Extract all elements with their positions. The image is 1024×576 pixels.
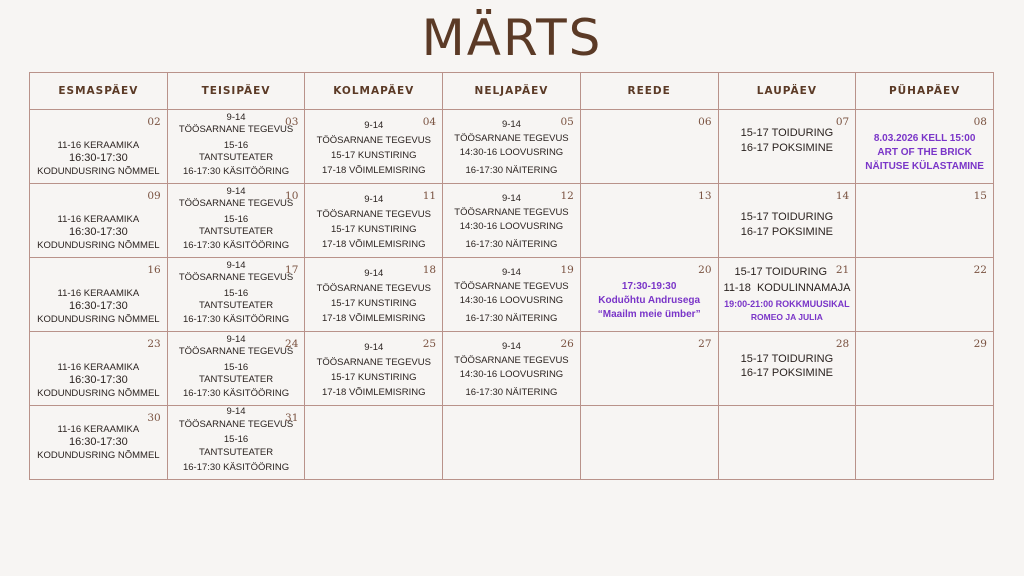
event-line: 9-14 [501, 267, 521, 278]
event-line: 16-17:30 NÄITERING [465, 165, 558, 176]
event-line: 17-18 VÕIMLEMISRING [322, 387, 426, 398]
event-line: TÖÖSARNANE TEGEVUS [316, 135, 431, 146]
event-line: TANTSUTEATER [199, 447, 274, 458]
day-number: 31 [285, 412, 299, 424]
day-number: 26 [560, 338, 574, 350]
event-line: TÖÖSARNANE TEGEVUS [454, 133, 569, 144]
day-number: 28 [835, 338, 850, 350]
weekday-header: ESMASPÄEV [30, 73, 168, 110]
day-cell [167, 258, 305, 332]
day-number: 09 [147, 190, 161, 202]
day-cell [718, 184, 856, 258]
event-line: TÖÖSARNANE TEGEVUS [178, 272, 294, 283]
week-row [30, 406, 994, 480]
day-number: 06 [698, 116, 712, 128]
event-line: 16:30-17:30 [68, 436, 128, 448]
day-number: 13 [698, 190, 712, 202]
day-number: 14 [835, 190, 850, 202]
event-line: 17:30-19:30 [621, 281, 677, 292]
event-line: ROMEO JA JULIA [750, 312, 823, 322]
event-line: 15-17 TOIDURING [734, 266, 828, 278]
day-cell [856, 258, 994, 332]
event-line: TÖÖSARNANE TEGEVUS [316, 283, 431, 294]
event-line: 15-16 [223, 434, 249, 445]
day-cell [718, 332, 856, 406]
event-line: 9-14 [364, 120, 384, 131]
weekday-header-row [30, 73, 994, 110]
event-line: 16-17 POKSIMINE [740, 226, 834, 238]
event-line: 15-16 [223, 140, 249, 151]
event-line: TÖÖSARNANE TEGEVUS [178, 419, 294, 430]
event-line: TÖÖSARNANE TEGEVUS [178, 346, 294, 357]
day-cell [580, 332, 718, 406]
day-cell [443, 332, 581, 406]
day-number: 16 [147, 264, 161, 276]
day-number: 12 [560, 190, 574, 202]
event-line: TANTSUTEATER [199, 300, 274, 311]
weekday-header: NELJAPÄEV [443, 73, 581, 110]
day-number: 03 [285, 116, 299, 128]
day-number: 30 [147, 412, 161, 424]
event-line: 16-17:30 NÄITERING [465, 239, 558, 250]
day-cell [167, 406, 305, 480]
day-cell [167, 184, 305, 258]
event-line: 16-17:30 KÄSITÖÖRING [182, 166, 290, 177]
event-line: 9-14 [501, 119, 521, 130]
event-line: 15-16 [223, 288, 249, 299]
event-line: 9-14 [364, 268, 384, 279]
event-line: 14:30-16 LOOVUSRING [459, 221, 564, 232]
event-line: 11-16 KERAAMIKA [57, 214, 140, 225]
event-line: Koduõhtu Andrusega [598, 295, 701, 306]
day-number: 25 [422, 338, 437, 350]
day-cell [30, 110, 168, 184]
event-line: 8.03.2026 KELL 15:00 [873, 133, 976, 144]
day-cell [856, 332, 994, 406]
day-number: 22 [973, 264, 987, 276]
day-cell [443, 184, 581, 258]
day-number: 02 [147, 116, 161, 128]
day-number: 29 [973, 338, 987, 350]
day-number: 27 [698, 338, 712, 350]
event-line: 16:30-17:30 [68, 374, 128, 386]
day-cell [305, 406, 443, 480]
day-cell [856, 406, 994, 480]
event-line: 9-14 [226, 112, 246, 123]
day-number: 18 [422, 264, 437, 276]
day-cell [443, 110, 581, 184]
event-line: 14:30-16 LOOVUSRING [459, 369, 564, 380]
event-line: KODUNDUSRING NÕMMEL [37, 314, 160, 325]
calendar-grid [29, 72, 994, 480]
day-number: 10 [285, 190, 299, 202]
event-line: TÖÖSARNANE TEGEVUS [316, 209, 431, 220]
weekday-header: TEISIPÄEV [167, 73, 305, 110]
event-line: 16:30-17:30 [68, 300, 128, 312]
event-line: 16-17 POKSIMINE [740, 367, 834, 379]
week-row [30, 110, 994, 184]
day-cell [580, 406, 718, 480]
event-line: 15-17 KUNSTIRING [330, 298, 417, 309]
event-line: 16-17:30 KÄSITÖÖRING [182, 462, 290, 473]
event-line: KODUNDUSRING NÕMMEL [37, 166, 160, 177]
day-number: 21 [835, 264, 850, 276]
page-title: MÄRTS [421, 9, 603, 67]
weekday-header: REEDE [580, 73, 718, 110]
event-line: 15-17 TOIDURING [740, 211, 834, 223]
event-line: 17-18 VÕIMLEMISRING [322, 165, 426, 176]
event-line: TÖÖSARNANE TEGEVUS [454, 355, 569, 366]
event-line: 19:00-21:00 ROKKMUUSIKAL [724, 299, 850, 309]
day-number: 20 [698, 264, 712, 276]
event-line: 11-16 KERAAMIKA [57, 288, 140, 299]
event-line: 9-14 [226, 186, 246, 197]
event-line: 16-17:30 KÄSITÖÖRING [182, 388, 290, 399]
event-line: 16-17:30 NÄITERING [465, 387, 558, 398]
event-line: 11-16 KERAAMIKA [57, 140, 140, 151]
day-cell [30, 258, 168, 332]
day-cell [305, 332, 443, 406]
day-cell [718, 406, 856, 480]
event-line: 16-17:30 KÄSITÖÖRING [182, 314, 290, 325]
event-line: TANTSUTEATER [199, 152, 274, 163]
event-line: TÖÖSARNANE TEGEVUS [178, 124, 294, 135]
event-line: KODUNDUSRING NÕMMEL [37, 450, 160, 461]
day-cell [580, 258, 718, 332]
event-line: 14:30-16 LOOVUSRING [459, 147, 564, 158]
day-cell [30, 332, 168, 406]
day-number: 05 [560, 116, 574, 128]
day-cell [167, 110, 305, 184]
event-line: 11-16 KERAAMIKA [57, 424, 140, 435]
day-cell [443, 258, 581, 332]
day-cell [30, 406, 168, 480]
event-line: 9-14 [226, 260, 246, 271]
day-cell [305, 110, 443, 184]
event-line: 14:30-16 LOOVUSRING [459, 295, 564, 306]
day-cell [856, 184, 994, 258]
day-cell [856, 110, 994, 184]
event-line: 15-17 TOIDURING [740, 127, 834, 139]
event-line: 15-16 [223, 214, 249, 225]
day-number: 07 [835, 116, 850, 128]
event-line: 9-14 [501, 193, 521, 204]
event-line: 15-17 KUNSTIRING [330, 224, 417, 235]
day-number: 23 [147, 338, 161, 350]
event-line: NÄITUSE KÜLASTAMINE [865, 161, 984, 172]
weekday-header: PÜHAPÄEV [856, 73, 994, 110]
event-line: 16:30-17:30 [68, 226, 128, 238]
day-cell [305, 258, 443, 332]
event-line: 16-17 POKSIMINE [740, 142, 834, 154]
event-line: TANTSUTEATER [199, 226, 274, 237]
event-line: 16-17:30 NÄITERING [465, 313, 558, 324]
event-line: “Maailm meie ümber” [597, 309, 701, 320]
event-line: TÖÖSARNANE TEGEVUS [316, 357, 431, 368]
event-line: KODUNDUSRING NÕMMEL [37, 388, 160, 399]
day-cell [718, 110, 856, 184]
event-line: 15-17 KUNSTIRING [330, 150, 417, 161]
event-line: TÖÖSARNANE TEGEVUS [454, 281, 569, 292]
event-line: KODUNDUSRING NÕMMEL [37, 240, 160, 251]
event-line: 15-17 TOIDURING [740, 353, 834, 365]
event-line: ART OF THE BRICK [877, 147, 972, 158]
day-number: 11 [422, 190, 437, 202]
event-line: 17-18 VÕIMLEMISRING [322, 313, 426, 324]
event-line: 17-18 VÕIMLEMISRING [322, 239, 426, 250]
event-line: 15-17 KUNSTIRING [330, 372, 417, 383]
week-row [30, 332, 994, 406]
weekday-header: LAUPÄEV [718, 73, 856, 110]
day-cell [443, 406, 581, 480]
event-line: 9-14 [226, 334, 246, 345]
day-number: 15 [973, 190, 987, 202]
day-number: 24 [285, 338, 299, 350]
day-cell [718, 258, 856, 332]
day-number: 08 [973, 116, 987, 128]
event-line: 11-16 KERAAMIKA [57, 362, 140, 373]
event-line: 15-16 [223, 362, 249, 373]
day-cell [580, 184, 718, 258]
day-cell [305, 184, 443, 258]
weekday-header: KOLMAPÄEV [305, 73, 443, 110]
event-line: TANTSUTEATER [199, 374, 274, 385]
event-line: 16-17:30 KÄSITÖÖRING [182, 240, 290, 251]
event-line: 9-14 [364, 342, 384, 353]
day-number: 04 [422, 116, 437, 128]
day-cell [167, 332, 305, 406]
event-line: 11-18 KODULINNAMAJA [723, 282, 851, 294]
event-line: 9-14 [364, 194, 384, 205]
day-number: 17 [285, 264, 299, 276]
event-line: 9-14 [226, 406, 246, 417]
event-line: TÖÖSARNANE TEGEVUS [454, 207, 569, 218]
day-cell [580, 110, 718, 184]
day-cell [30, 184, 168, 258]
week-row [30, 258, 994, 332]
day-number: 19 [560, 264, 574, 276]
event-line: 16:30-17:30 [68, 152, 128, 164]
event-line: 9-14 [501, 341, 521, 352]
week-row [30, 184, 994, 258]
event-line: TÖÖSARNANE TEGEVUS [178, 198, 294, 209]
